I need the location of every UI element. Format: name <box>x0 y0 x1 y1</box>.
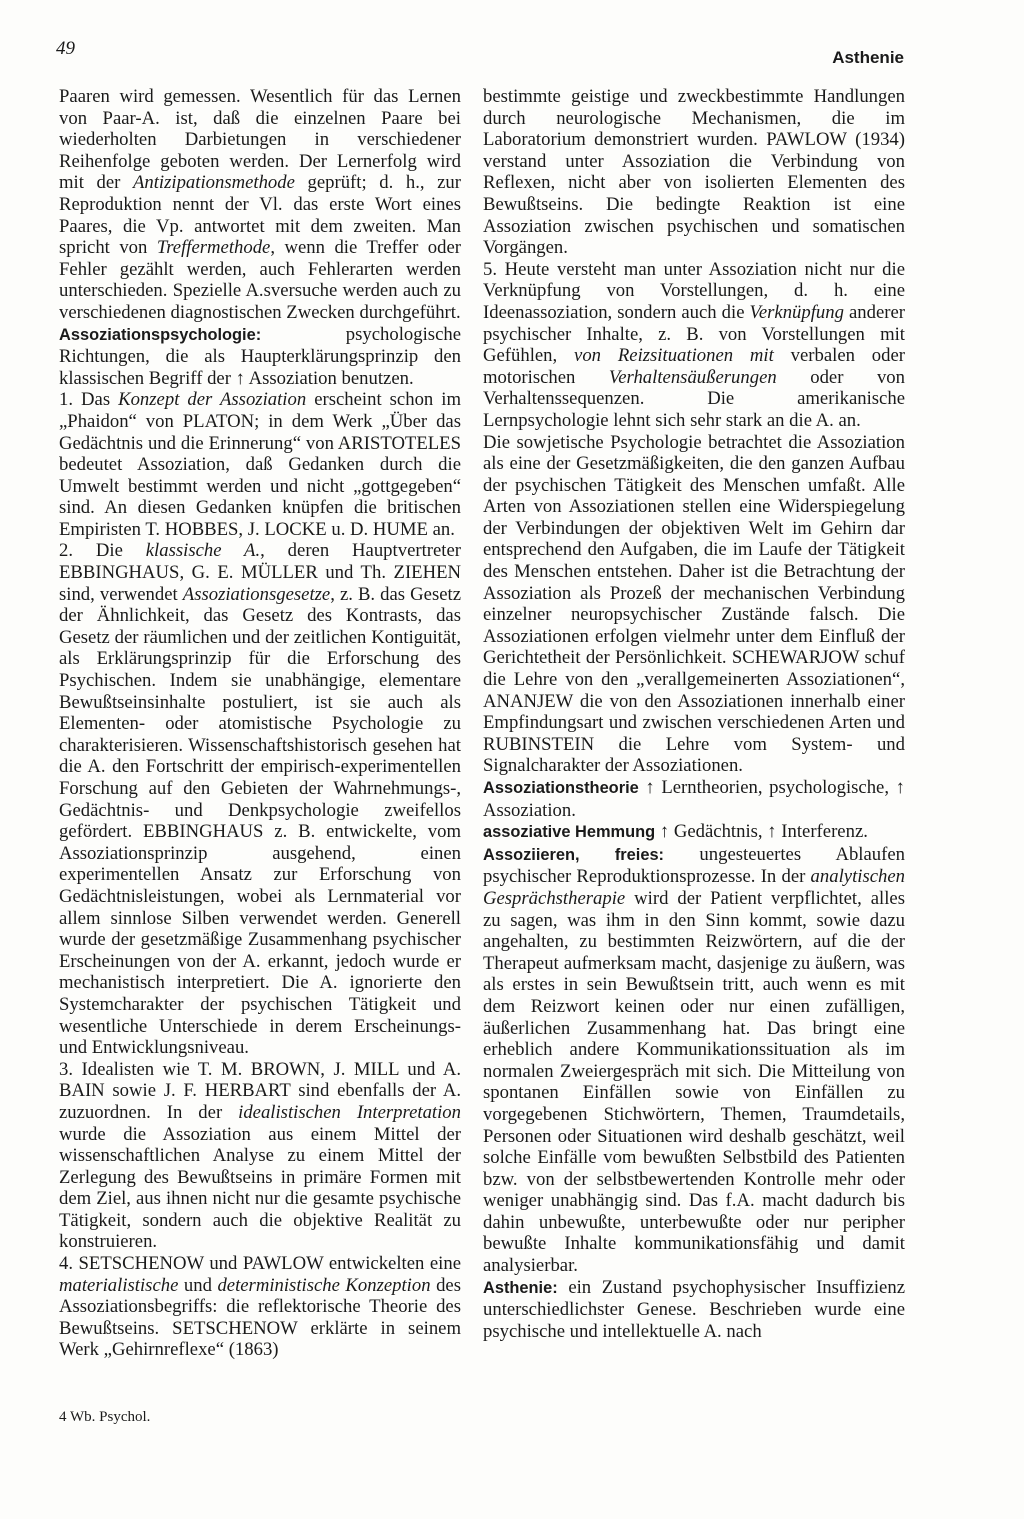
text-run: von Reizsituationen mit <box>574 345 774 367</box>
entry-term: Assoziationstheorie <box>483 779 639 797</box>
text-run: Treffermethode <box>156 237 271 259</box>
paragraph <box>483 821 905 844</box>
text-run: , wenn die Treffer oder Fehler gezählt werden, auch Fehlerarten werden unterschieden. Spezielle A.sversuche werden auch zu verschiedenen diagnostischen Zwecken durchgeführt. <box>59 237 461 323</box>
text-run: Die sowjetische Psychologie betrachtet die Assoziation als eine der Gesetzmäßigkeiten, die den ganzen Aufbau der psychischen Tätigkeit des Menschen umfaßt. Alle Arten von Assoziationen stellen eine Widerspiegelung der Verbindungen der objektiven Welt im Gehirn dar entsprechend den Aufgaben, die im Laufe der Tätigkeit des Menschen entstehen. Daher ist die Betrachtung der Assoziation als Prozeß der mechanischen Verbindung einzelner neuropsychischer Zustände falsch. Die Assoziationen erfolgen vielmehr unter dem Einfluß der Gerichtetheit der Persönlichkeit. SCHEWARJOW schuf die Lehre von den „verallgemeinerten Assoziationen“, ANANJEW die von den Assoziationen innerhalb einer Empfindungsart und zwischen verschiedenen Arten und RUBINSTEIN die Lehre vom System- und Signalcharakter der Assoziationen. <box>483 431 905 777</box>
paragraph <box>59 1059 461 1253</box>
text-run: erscheint schon im „Phaidon“ von PLATON; in dem Werk „Über das Gedächtnis und die Erinnerung“ von ARISTOTELES bedeutet Assoziation, daß Gedanken durch die Umwelt bestimmt werden und nicht „gottgegeben“ sind. An diesen Gedanken knüpfen die britischen Empiristen T. HOBBES, J. LOCKE u. D. HUME an. <box>59 389 462 540</box>
right-column <box>483 86 905 1342</box>
text-run: 5. Heute versteht man unter Assoziation nicht nur die Verknüpfung von Vorstellungen, d. h. eine Ideenassoziation, sondern auch die <box>483 258 905 323</box>
text-run: wurde die Assoziation aus einem Mittel der wissenschaftlichen Analyse zu einem Mittel der Zerlegung des Bewußtseins in primäre Formen mit dem Ziel, aus ihnen nicht nur die gesamte psychische Tätigkeit, sondern auch die objektive Realität zu konstruieren. <box>59 1123 461 1253</box>
text-run: anderer psychischer Inhalte, z. B. von Vorstellungen mit Gefühlen, <box>483 301 905 367</box>
text-run: , z. B. das Gesetz der Ähnlichkeit, das Gesetz des Kontrasts, das Gesetz der räumlichen und der zeitlichen Kontiguität, als Erklärungsprinzip für die Erforschung des Psychischen. Indem sie unabhängige, elementare Bewußtseinsinhalte postuliert, ist sie auch als Elementen- oder atomistische Psychologie zu charakterisieren. Wissenschaftshistorisch gesehen hat die A. den Fortschritt der empirisch-experimentellen Forschung auf den Gebieten der Wahrnehmungs-, Gedächtnis- und Denkpsychologie zweifellos gefördert. EBBINGHAUS z. B. entwickelte, vom Assoziationsprinzip ausgehend, einen experimentellen Ansatz zur Erforschung von Gedächtnisleistungen, wobei als Lernmaterial vor allem sinnlose Silben verwendet werden. Generell wurde der gesetzmäßige Zusammenhang psychischer Erscheinungen von der A. erkannt, jedoch wurde er mechanistisch interpretiert. Die A. ignorierte den Systemcharakter der psychischen Tätigkeit und wesentliche Unterschiede in derem Erscheinungs- und Entwicklungsniveau. <box>59 583 461 1059</box>
paragraph <box>59 1253 461 1361</box>
text-run: Paaren wird gemessen. Wesentlich für das Lernen von Paar-A. ist, daß die einzelnen Paare bei wiederholten Darbietungen in verschiedener Reihenfolge geboten werden. Der Lernerfolg wird mit der <box>59 86 461 194</box>
text-run: oder von Verhaltenssequenzen. Die amerikanische Lernpsychologie lehnt sich sehr stark an die A. an. <box>483 366 905 431</box>
text-run: ein Zustand psychophysischer Insuffizienz unterschiedlichster Genese. Beschrieben wurde eine psychische und intellektuelle A. nach <box>483 1276 905 1342</box>
entry-term: Asthenie: <box>483 1278 558 1297</box>
paragraph <box>59 86 461 324</box>
text-run: ↑ Lerntheorien, psychologische, ↑ Assoziation. <box>483 777 905 821</box>
text-run: materialistische <box>59 1274 179 1296</box>
paragraph <box>483 86 905 259</box>
entry-term: Assoziationspsychologie: <box>59 325 262 344</box>
sheet-signature: 4 Wb. Psychol. <box>59 1409 151 1425</box>
left-column <box>59 86 461 1361</box>
text-run: des Assoziationsbegriffs: die reflektorische Theorie des Bewußtseins. SETSCHENOW erklärte in seinem Werk „Gehirnreflexe“ (1863) <box>59 1274 461 1361</box>
text-run: idealistischen Interpretation <box>238 1101 461 1123</box>
text-run: Antizipationsmethode <box>132 172 295 194</box>
text-run: Verknüpfung <box>749 301 844 323</box>
text-run: psychologische Richtungen, die als Haupterklärungsprinzip den klassischen Begriff der ↑ Assoziation benutzen. <box>59 323 461 389</box>
text-run: und <box>178 1274 218 1296</box>
text-run: verbalen oder motorischen <box>483 345 906 388</box>
paragraph <box>59 540 461 1058</box>
text-run: klassische A. <box>145 540 261 562</box>
text-run: 4. SETSCHENOW und PAWLOW entwickelten eine <box>59 1253 461 1275</box>
paragraph <box>59 389 461 540</box>
text-run: 2. Die <box>59 540 146 562</box>
text-run: Konzept der Assoziation <box>118 389 307 411</box>
text-run: 3. Idealisten wie T. M. BROWN, J. MILL und A. BAIN sowie J. F. HERBART sind ebenfalls der A. zuzuordnen. In der <box>59 1058 461 1123</box>
paragraph <box>59 324 461 390</box>
text-run: ungesteuertes Ablaufen psychischer Reproduktionsprozesse. In der <box>483 843 905 888</box>
text-run: bestimmte geistige und zweckbestimmte Handlungen durch neurologische Mechanismen, die im Laboratorium demonstriert wurden. PAWLOW (1934) verstand unter Assoziation die Verbindung von Reflexen, nicht aber von isolierten Elementen des Bewußtseins. Die bedingte Reaktion ist eine Assoziation zwischen psychischen und somatischen Vorgängen. <box>483 86 905 259</box>
text-run: Verhaltensäußerungen <box>608 366 777 388</box>
entry-term: Assoziieren, freies: <box>483 845 665 864</box>
text-run: ↑ Gedächtnis, ↑ Interferenz. <box>655 821 868 843</box>
paragraph <box>483 432 905 778</box>
paragraph <box>483 844 905 1277</box>
paragraph <box>483 1277 905 1343</box>
text-run: analytischen Gesprächstherapie <box>483 866 905 909</box>
text-run: Assoziationsgesetze <box>182 583 331 605</box>
entry-term: assoziative Hemmung <box>483 823 656 842</box>
text-run: deterministische Konzeption <box>217 1274 431 1296</box>
paragraph <box>483 259 905 432</box>
running-head: Asthenie <box>832 48 904 67</box>
text-run: 1. Das <box>59 389 119 411</box>
text-run: geprüft; d. h., zur Reproduktion nennt der Vl. das erste Wort eines Paares, die Vp. antwortet mit dem zweiten. Man spricht von <box>59 172 461 259</box>
page-number: 49 <box>56 38 75 59</box>
text-run: , deren Hauptvertreter EBBINGHAUS, G. E. MÜLLER und Th. ZIEHEN sind, verwendet <box>59 540 461 605</box>
paragraph <box>483 777 905 821</box>
text-run: wird der Patient verpflichtet, alles zu sagen, was ihm in den Sinn kommt, sowie dazu angehalten, zu bestimmten Reizwörtern, auf die der Therapeut aufmerksam macht, dasjenige zu äußern, was als erstes in sein Bewußtsein tritt, auch wenn es mit dem Reizwort keinen oder nur einen zufälligen, äußerlichen Zusammenhang hat. Das bringt eine erheblich andere Kommunikationssituation als im normalen Zweiergespräch mit sich. Die Mitteilung von spontanen Einfällen sowie von Einfällen zu vorgegebenen Stichwörtern, Themen, Traumdetails, Personen oder Situationen wird deshalb geschätzt, weil solche Einfälle vom bewußten Selbstbild des Patienten bzw. von der selbstbewertenden Kontrolle mehr oder weniger unabhängig sind. Das f.A. macht dadurch bis dahin unbewußte, unterbewußte oder nur peripher bewußte Inhalte kommunikationsfähig und damit analysierbar. <box>483 887 905 1277</box>
